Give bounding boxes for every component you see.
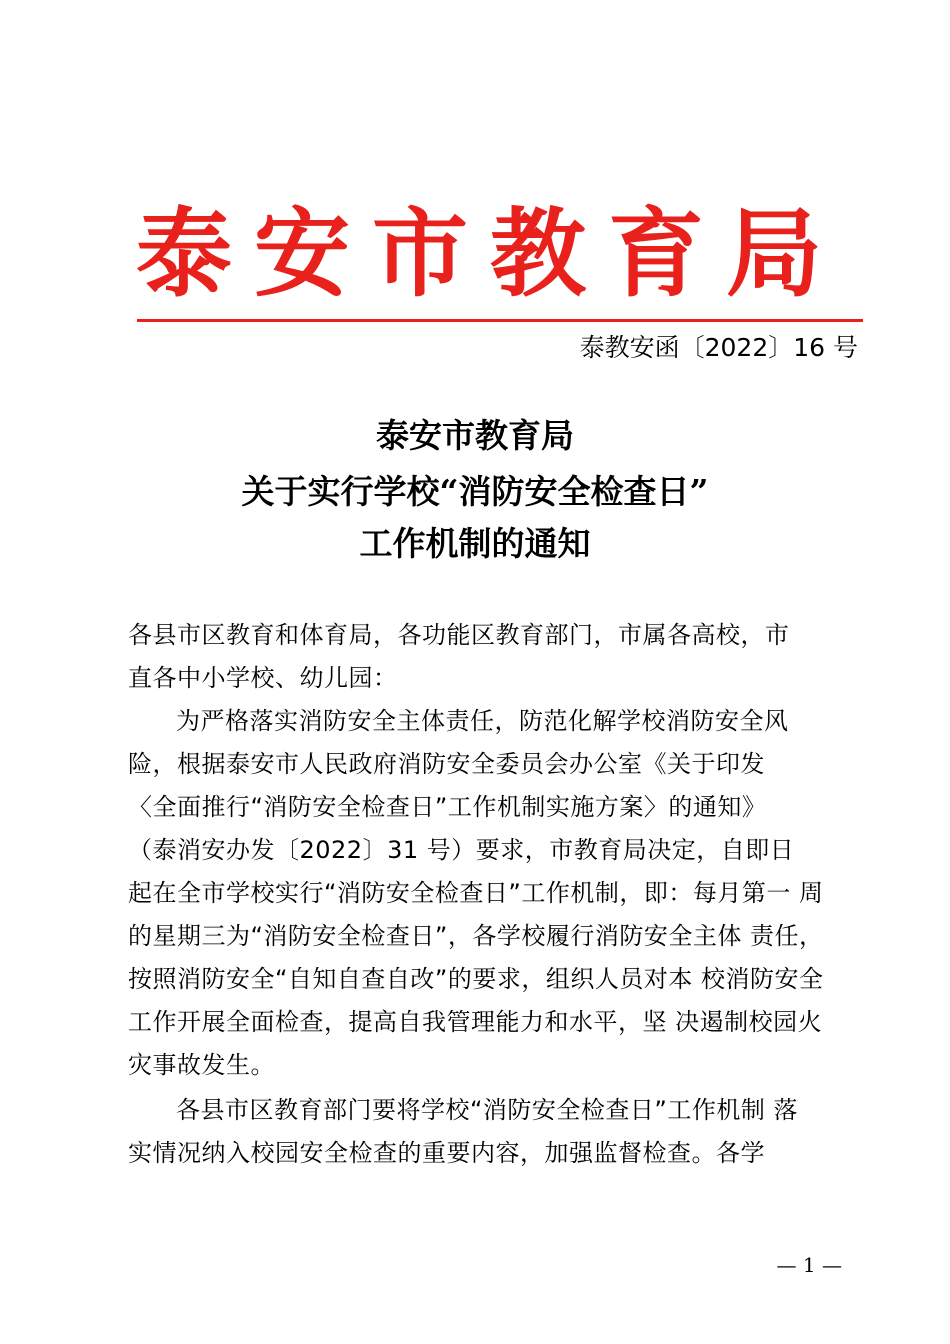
body-line: 灾事故发生。 (128, 1051, 275, 1079)
body-line: 实情况纳入校园安全检查的重要内容，加强监督检查。各学 (128, 1139, 765, 1167)
body-line: 各县市区教育和体育局，各功能区教育部门，市属各高校，市 (128, 621, 790, 649)
body-line: 工作开展全面检查，提高自我管理能力和水平，坚 决遏制校园火 (128, 1008, 823, 1036)
issuer-letterhead: 泰安市教育局 (136, 197, 844, 310)
body-line: 〈全面推行“消防安全检查日”工作机制实施方案〉的通知》 (128, 793, 767, 821)
body-line: 各县市区教育部门要将学校“消防安全检查日”工作机制 落 (176, 1096, 798, 1124)
body-line: 险，根据泰安市人民政府消防安全委员会办公室《关于印发 (128, 750, 765, 778)
body-line: 直各中小学校、幼儿园： (128, 664, 398, 692)
body-line: 的星期三为“消防安全检查日”，各学校履行消防安全主体 责任， (128, 922, 824, 950)
body-line: 为严格落实消防安全主体责任，防范化解学校消防安全风 (176, 707, 789, 735)
body-line: （泰消安办发〔2022〕31 号）要求，市教育局决定，自即日 (128, 836, 795, 864)
title-line-2: 关于实行学校“消防安全检查日” (241, 472, 709, 511)
title-line-1: 泰安市教育局 (376, 416, 574, 455)
title-line-3: 工作机制的通知 (359, 524, 591, 563)
body-line: 起在全市学校实行“消防安全检查日”工作机制，即：每月第一 周 (128, 879, 824, 907)
page-number: — 1 — (776, 1253, 842, 1277)
letterhead-red-rule (137, 319, 863, 322)
document-number: 泰教安函〔2022〕16 号 (579, 333, 858, 362)
body-line: 按照消防安全“自知自查自改”的要求，组织人员对本 校消防安全 (128, 965, 824, 993)
